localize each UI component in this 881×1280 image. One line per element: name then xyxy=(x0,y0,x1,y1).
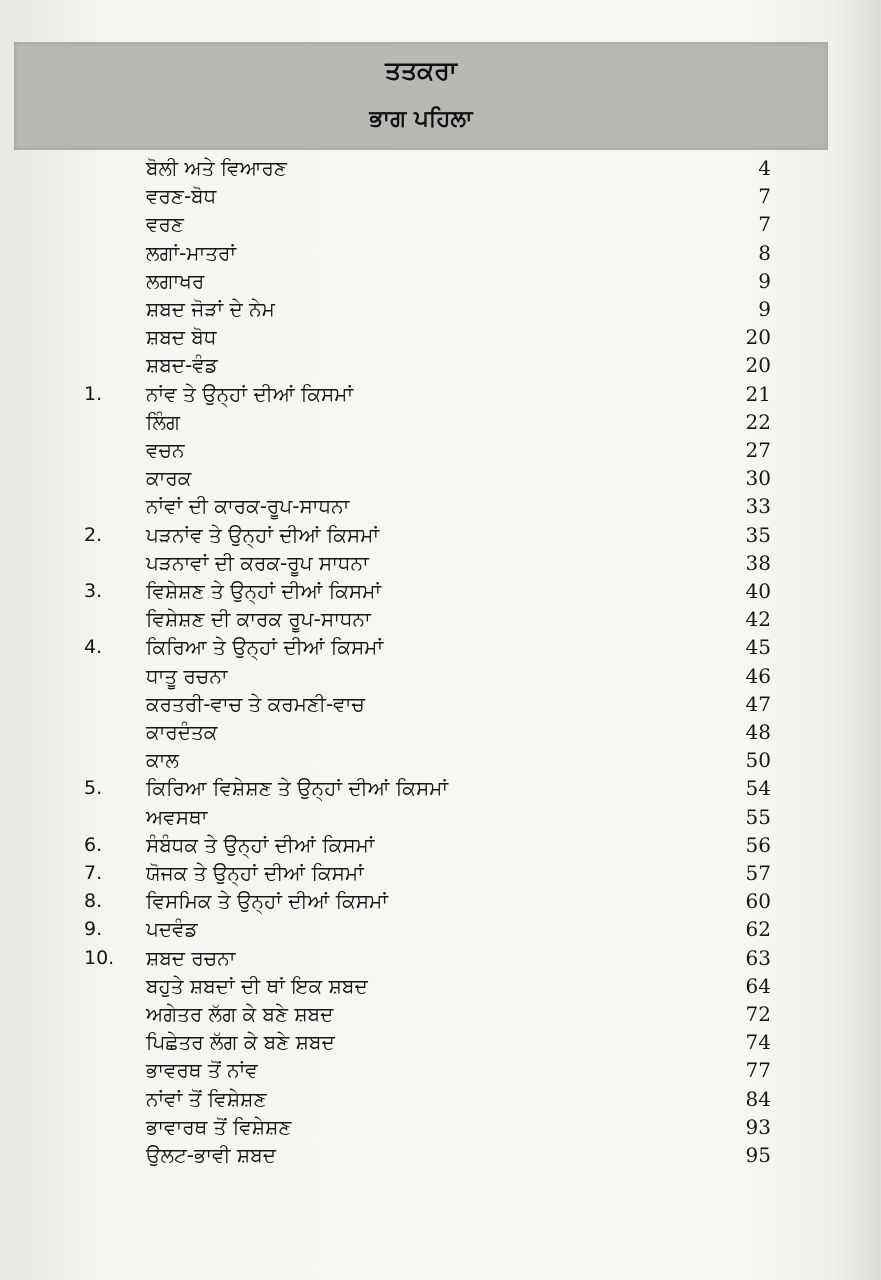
toc-entry xyxy=(0,464,881,492)
toc-entry-page: 63 xyxy=(745,945,771,970)
toc-entry-page: 22 xyxy=(745,409,771,434)
toc-entry xyxy=(0,549,881,577)
toc-entry-page: 54 xyxy=(745,776,771,801)
toc-entry xyxy=(0,662,881,690)
toc-entry-page: 46 xyxy=(745,663,771,688)
toc-entry-title: ਕਾਲ xyxy=(146,748,179,773)
toc-entry-title: ਲਗਾਖਰ xyxy=(146,268,205,293)
toc-entry-page: 62 xyxy=(745,917,771,942)
toc-entry-title: ਉਲਟ-ਭਾਵੀ ਸ਼ਬਦ xyxy=(146,1143,276,1167)
toc-entry xyxy=(0,295,881,323)
toc-entry xyxy=(0,521,881,549)
toc-entry xyxy=(0,380,881,408)
toc-entry-title: ਵਿਸ਼ੇਸ਼ਣ ਦੀ ਕਾਰਕ ਰੂਪ-ਸਾਧਨਾ xyxy=(146,607,371,632)
toc-entry-title: ਸ਼ਬਦ-ਵੰਡ xyxy=(146,353,218,378)
toc-entry-page: 38 xyxy=(745,550,771,575)
toc-entry-title: ਪਦਵੰਡ xyxy=(146,917,198,942)
toc-entry-title: ਬਹੁਤੇ ਸ਼ਬਦਾਂ ਦੀ ਥਾਂ ਇਕ ਸ਼ਬਦ xyxy=(146,973,368,998)
toc-entry xyxy=(0,1028,881,1056)
toc-entry-page: 9 xyxy=(758,297,771,321)
toc-entry-title: ਕਿਰਿਆ ਤੇ ਉਨ੍ਹਾਂ ਦੀਆਂ ਕਿਸਮਾਂ xyxy=(146,635,384,660)
toc-entry xyxy=(0,436,881,464)
toc-header-band xyxy=(14,42,828,150)
toc-entry-page: 55 xyxy=(745,804,771,829)
toc-entry-title: ਸ਼ਬਦ ਬੋਧ xyxy=(146,325,217,350)
toc-entry-title: ਨਾਂਵਾਂ ਦੀ ਕਾਰਕ-ਰੂਪ-ਸਾਧਨਾ xyxy=(146,494,350,519)
toc-entry-title: ਕਿਰਿਆ ਵਿਸ਼ੇਸ਼ਣ ਤੇ ਉਨ੍ਹਾਂ ਦੀਆਂ ਕਿਸਮਾਂ xyxy=(146,776,449,801)
toc-entry xyxy=(0,1056,881,1084)
toc-entry xyxy=(0,210,881,238)
toc-entry xyxy=(0,492,881,520)
toc-entry-page: 9 xyxy=(758,268,771,293)
toc-entry xyxy=(0,803,881,831)
toc-entry xyxy=(0,1113,881,1141)
toc-entry-title: ਵਿਸਮਿਕ ਤੇ ਉਨ੍ਹਾਂ ਦੀਆਂ ਕਿਸਮਾਂ xyxy=(146,889,388,914)
part-one-heading: ਭਾਗ ਪਹਿਲਾ xyxy=(369,106,473,132)
toc-entry xyxy=(0,746,881,774)
toc-entry xyxy=(0,182,881,210)
toc-entry xyxy=(0,718,881,746)
toc-entry xyxy=(0,915,881,943)
toc-entry-number: 2. xyxy=(84,523,103,546)
toc-entry-number: 8. xyxy=(84,890,103,913)
toc-entry-title: ਸ਼ਬਦ ਰਚਨਾ xyxy=(146,945,236,970)
toc-entry-page: 4 xyxy=(758,156,771,180)
toc-entry xyxy=(0,154,881,182)
toc-entry-title: ਸ਼ਬਦ ਜੋੜਾਂ ਦੇ ਨੇਮ xyxy=(146,297,275,321)
toc-entry xyxy=(0,323,881,351)
toc-entry-title: ਪੜਨਾਵਾਂ ਦੀ ਕਰਕ-ਰੂਪ ਸਾਧਨਾ xyxy=(146,550,369,575)
toc-entry-page: 21 xyxy=(745,381,771,406)
toc-entry-number: 1. xyxy=(84,382,103,405)
toc-entry xyxy=(0,351,881,379)
toc-entry-title: ਵਿਸ਼ੇਸ਼ਣ ਤੇ ਉਨ੍ਹਾਂ ਦੀਆਂ ਕਿਸਮਾਂ xyxy=(146,579,382,603)
toc-entry-number: 10. xyxy=(84,946,115,969)
toc-entry-page: 7 xyxy=(758,184,771,209)
toc-entry xyxy=(0,1085,881,1113)
toc-entry-page: 30 xyxy=(745,466,771,491)
toc-entry-page: 45 xyxy=(745,635,771,660)
toc-entry-number: 6. xyxy=(84,833,103,856)
toc-entry xyxy=(0,1141,881,1169)
toc-entry xyxy=(0,633,881,661)
toc-entry-page: 56 xyxy=(745,832,771,857)
toc-entry xyxy=(0,690,881,718)
toc-entry xyxy=(0,831,881,859)
toc-entry xyxy=(0,605,881,633)
toc-entry-title: ਕਾਰਦੰਤਕ xyxy=(146,720,218,744)
toc-entry-title: ਵਰਣ xyxy=(146,212,184,237)
toc-entry-page: 33 xyxy=(745,494,771,519)
toc-entry-page: 74 xyxy=(745,1030,771,1055)
toc-entry-number: 7. xyxy=(84,862,103,884)
toc-entry-title: ਲਿੰਗ xyxy=(146,409,180,434)
toc-entry-page: 20 xyxy=(745,325,771,350)
toc-entry-title: ਨਾਂਵਾਂ ਤੋਂ ਵਿਸ਼ੇਸ਼ਣ xyxy=(146,1086,267,1111)
toc-entry-title: ਵਚਨ xyxy=(146,438,185,462)
toc-entry xyxy=(0,267,881,295)
toc-entry-page: 50 xyxy=(745,748,771,773)
toc-entry xyxy=(0,239,881,267)
toc-entry-title: ਭਾਵਾਰਥ ਤੋਂ ਵਿਸ਼ੇਸ਼ਣ xyxy=(146,1114,292,1139)
toc-entry-title: ਵਰਣ-ਬੋਧ xyxy=(146,184,217,209)
toc-entry-page: 8 xyxy=(758,240,771,265)
toc-entry-page: 64 xyxy=(745,973,771,998)
toc-entry-page: 40 xyxy=(745,579,771,603)
toc-entry-title: ਕਾਰਕ xyxy=(146,466,192,491)
toc-entry-number: 3. xyxy=(84,580,103,602)
toc-entry-title: ਯੋਜਕ ਤੇ ਉਨ੍ਹਾਂ ਦੀਆਂ ਕਿਸਮਾਂ xyxy=(146,861,364,885)
toc-entry-number: 9. xyxy=(84,918,103,941)
toc-entry-title: ਨਾਂਵ ਤੇ ਉਨ੍ਹਾਂ ਦੀਆਂ ਕਿਸਮਾਂ xyxy=(146,381,354,406)
toc-entry-title: ਧਾਤੂ ਰਚਨਾ xyxy=(146,663,228,688)
toc-entry-page: 27 xyxy=(745,438,771,462)
toc-entry-number: 4. xyxy=(84,636,103,659)
toc-entry-title: ਪਿਛੇਤਰ ਲੱਗ ਕੇ ਬਣੇ ਸ਼ਬਦ xyxy=(146,1030,335,1055)
toc-entry-title: ਅਗੇਤਰ ਲੱਗ ਕੇ ਬਣੇ ਸ਼ਬਦ xyxy=(146,1002,334,1026)
toc-entry xyxy=(0,859,881,887)
toc-entry-page: 57 xyxy=(745,861,771,885)
toc-entry xyxy=(0,887,881,915)
toc-entry-page: 48 xyxy=(745,720,771,744)
toc-title: ਤਤਕਰਾ xyxy=(385,56,457,85)
toc-entry-page: 7 xyxy=(758,212,771,237)
toc-entry-page: 47 xyxy=(745,691,771,716)
toc-entry xyxy=(0,1000,881,1028)
toc-entry xyxy=(0,774,881,802)
toc-entry-page: 93 xyxy=(745,1114,771,1139)
toc-entry-page: 72 xyxy=(745,1002,771,1026)
toc-entry-title: ਕਰਤਰੀ-ਵਾਚ ਤੇ ਕਰਮਣੀ-ਵਾਚ xyxy=(146,691,365,716)
toc-entry xyxy=(0,944,881,972)
toc-entry-title: ਭਾਵਰਥ ਤੋਂ ਨਾਂਵ xyxy=(146,1058,258,1083)
toc-entry-title: ਅਵਸਥਾ xyxy=(146,804,208,829)
toc-entry xyxy=(0,577,881,605)
toc-entry-number: 5. xyxy=(84,777,103,800)
toc-entry-page: 84 xyxy=(745,1086,771,1111)
toc-entry-page: 60 xyxy=(745,889,771,914)
toc-entry-page: 35 xyxy=(745,522,771,547)
toc-entry xyxy=(0,972,881,1000)
toc-entry xyxy=(0,408,881,436)
toc-entry-page: 42 xyxy=(745,607,771,632)
toc-entry-page: 20 xyxy=(745,353,771,378)
toc-entry-title: ਸੰਬੰਧਕ ਤੇ ਉਨ੍ਹਾਂ ਦੀਆਂ ਕਿਸਮਾਂ xyxy=(146,832,375,857)
toc-entry-title: ਪੜਨਾਂਵ ਤੇ ਉਨ੍ਹਾਂ ਦੀਆਂ ਕਿਸਮਾਂ xyxy=(146,522,380,547)
toc-entry-title: ਬੋਲੀ ਅਤੇ ਵਿਆਰਣ xyxy=(146,156,287,180)
toc-entry-title: ਲਗਾਂ-ਮਾਤਰਾਂ xyxy=(146,240,237,265)
toc-entry-page: 77 xyxy=(745,1058,771,1083)
toc-entry-page: 95 xyxy=(745,1143,771,1167)
